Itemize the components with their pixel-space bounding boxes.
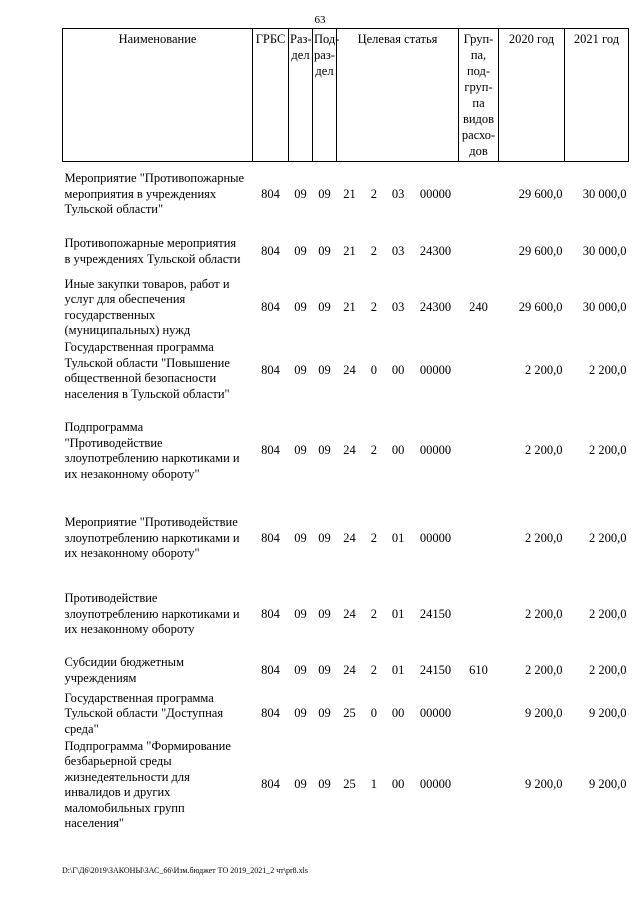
target-part-t3: 03 [391, 243, 405, 258]
row-target [337, 404, 459, 499]
table-row [63, 691, 629, 738]
target-part-t4: 00000 [419, 777, 452, 792]
table-row [63, 404, 629, 499]
row-subsection: 09 [318, 606, 331, 621]
row-name: Иные закупки товаров, работ и услуг для обеспечения государственных (муниципальных) нужд [64, 276, 230, 337]
row-grbs: 804 [261, 530, 280, 545]
target-part-t1: 24 [343, 363, 356, 378]
row-group [459, 339, 499, 404]
target-part-t3: 00 [391, 706, 405, 720]
row-target [337, 499, 459, 579]
row-amount-2020: 29 600,0 [518, 299, 563, 314]
target-part-t2: 2 [370, 530, 377, 545]
target-part-t1: 24 [343, 662, 356, 677]
row-group [459, 499, 499, 579]
row-amount-2021: 9 200,0 [589, 706, 627, 720]
target-part-t2: 0 [370, 706, 377, 720]
target-part-t4: 00000 [419, 186, 452, 201]
row-name: Мероприятие "Противопожарные мероприятия в учреждениях Тульской области" [64, 171, 245, 216]
target-part-t2: 2 [370, 443, 377, 458]
target-part-t1: 24 [343, 606, 356, 621]
target-part-t3: 00 [391, 443, 405, 458]
row-group [459, 691, 499, 738]
target-part-t2: 2 [370, 299, 377, 314]
row-subsection: 09 [318, 299, 331, 314]
row-section: 09 [294, 706, 307, 720]
row-section: 09 [294, 662, 307, 677]
row-group [459, 404, 499, 499]
row-section: 09 [294, 363, 307, 378]
target-part-t3: 01 [391, 606, 405, 621]
row-amount-2020: 2 200,0 [525, 363, 563, 378]
row-name: Противопожарные мероприятия в учреждениях Тульской области [64, 236, 241, 266]
target-part-t2: 2 [370, 186, 377, 201]
target-part-t4: 24300 [419, 243, 452, 258]
row-section: 09 [294, 606, 307, 621]
row-amount-2021: 9 200,0 [589, 777, 627, 792]
target-part-t3: 01 [391, 530, 405, 545]
table-header-row [63, 29, 629, 162]
row-amount-2021: 2 200,0 [589, 662, 627, 677]
row-name: Подпрограмма "Формирование безбарьерной среды жизнедеятельности для инвалидов и других маломобильных групп населения" [64, 738, 231, 830]
row-target [337, 227, 459, 277]
row-group: 240 [469, 299, 488, 314]
table-row [63, 162, 629, 227]
header-group: Груп- па, под- груп- па видов расхо- дов [459, 29, 499, 162]
row-amount-2021: 2 200,0 [589, 530, 627, 545]
row-grbs: 804 [261, 606, 280, 621]
target-part-t1: 21 [343, 299, 356, 314]
target-part-t4: 00000 [419, 706, 452, 720]
row-grbs: 804 [261, 706, 280, 720]
header-target: Целевая статья [337, 29, 459, 162]
row-section: 09 [294, 186, 307, 201]
target-part-t1: 24 [343, 530, 356, 545]
table-body [63, 162, 629, 834]
target-part-t4: 00000 [419, 530, 452, 545]
row-group [459, 737, 499, 833]
row-section: 09 [294, 777, 307, 792]
row-amount-2020: 2 200,0 [525, 662, 563, 677]
row-amount-2021: 30 000,0 [582, 243, 627, 258]
row-amount-2021: 30 000,0 [582, 299, 627, 314]
row-target [337, 579, 459, 651]
row-grbs: 804 [261, 186, 280, 201]
target-part-t1: 21 [343, 243, 356, 258]
row-name: Субсидии бюджетным учреждениям [64, 655, 184, 685]
row-section: 09 [294, 243, 307, 258]
row-group [459, 579, 499, 651]
row-target [337, 339, 459, 404]
row-section: 09 [294, 530, 307, 545]
row-subsection: 09 [318, 777, 331, 792]
target-part-t1: 25 [343, 777, 356, 792]
row-grbs: 804 [261, 662, 280, 677]
target-part-t4: 00000 [419, 443, 452, 458]
table-row [63, 227, 629, 277]
row-subsection: 09 [318, 530, 331, 545]
target-part-t1: 21 [343, 186, 356, 201]
target-part-t4: 24150 [419, 606, 452, 621]
page-number: 63 [314, 14, 326, 26]
row-name: Государственная программа Тульской области "Повышение общественной безопасности населения в Тульской области" [64, 340, 230, 401]
budget-table [62, 28, 629, 833]
row-amount-2021: 2 200,0 [589, 606, 627, 621]
target-part-t1: 24 [343, 443, 356, 458]
table-row [63, 277, 629, 339]
row-amount-2020: 2 200,0 [525, 443, 563, 458]
table-row [63, 651, 629, 691]
header-2020: 2020 год [499, 29, 565, 162]
header-2021: 2021 год [565, 29, 629, 162]
target-part-t3: 01 [391, 662, 405, 677]
table-row [63, 579, 629, 651]
row-grbs: 804 [261, 363, 280, 378]
row-section: 09 [294, 443, 307, 458]
table-row [63, 499, 629, 579]
target-part-t3: 00 [391, 777, 405, 792]
target-part-t4: 00000 [419, 363, 452, 378]
table-row [63, 339, 629, 404]
row-grbs: 804 [261, 443, 280, 458]
row-amount-2020: 9 200,0 [525, 777, 563, 792]
table-row [63, 737, 629, 833]
row-subsection: 09 [318, 363, 331, 378]
row-section: 09 [294, 299, 307, 314]
row-amount-2020: 2 200,0 [525, 530, 563, 545]
row-name: Противодействие злоупотреблению наркотиками и их незаконному обороту [64, 591, 240, 637]
row-name: Мероприятие "Противодействие злоупотреблению наркотиками и их незаконному обороту" [64, 515, 240, 561]
row-name: Государственная программа Тульской области "Доступная среда" [64, 690, 224, 736]
row-amount-2020: 2 200,0 [525, 606, 563, 621]
row-amount-2021: 30 000,0 [582, 186, 627, 201]
row-amount-2021: 2 200,0 [589, 363, 627, 378]
target-part-t3: 00 [391, 363, 405, 378]
header-name: Наименование [63, 29, 253, 162]
row-subsection: 09 [318, 186, 331, 201]
row-amount-2020: 29 600,0 [518, 243, 563, 258]
row-target [337, 651, 459, 691]
target-part-t2: 1 [370, 777, 377, 792]
row-subsection: 09 [318, 243, 331, 258]
header-grbs: ГРБС [253, 29, 289, 162]
row-grbs: 804 [261, 243, 280, 258]
row-group [459, 162, 499, 227]
row-subsection: 09 [318, 443, 331, 458]
row-subsection: 09 [318, 706, 331, 720]
row-name: Подпрограмма "Противодействие злоупотреблению наркотиками и их незаконному обороту" [64, 420, 240, 481]
header-subsection: Под- раз- дел [313, 29, 337, 162]
target-part-t3: 03 [391, 299, 405, 314]
row-group: 610 [469, 662, 488, 677]
target-part-t2: 2 [370, 606, 377, 621]
row-group [459, 227, 499, 277]
row-target [337, 162, 459, 227]
row-amount-2020: 29 600,0 [518, 186, 563, 201]
target-part-t4: 24150 [419, 662, 452, 677]
target-part-t4: 24300 [419, 299, 452, 314]
row-amount-2020: 9 200,0 [525, 706, 563, 720]
row-amount-2021: 2 200,0 [589, 443, 627, 458]
target-part-t2: 2 [370, 662, 377, 677]
target-part-t3: 03 [391, 186, 405, 201]
target-part-t2: 2 [370, 243, 377, 258]
row-grbs: 804 [261, 299, 280, 314]
row-target [337, 277, 459, 339]
row-target [337, 737, 459, 833]
header-section: Раз- дел [289, 29, 313, 162]
target-part-t2: 0 [370, 363, 377, 378]
row-subsection: 09 [318, 662, 331, 677]
row-target [337, 691, 459, 738]
row-grbs: 804 [261, 777, 280, 792]
target-part-t1: 25 [343, 706, 356, 720]
file-path-footer: D:\Г\Д6\2019\ЗАКОНЫ\ЗАС_66\Изм.бюджет ТО 2019_2021_2 чт\pr8.xls [62, 866, 308, 875]
